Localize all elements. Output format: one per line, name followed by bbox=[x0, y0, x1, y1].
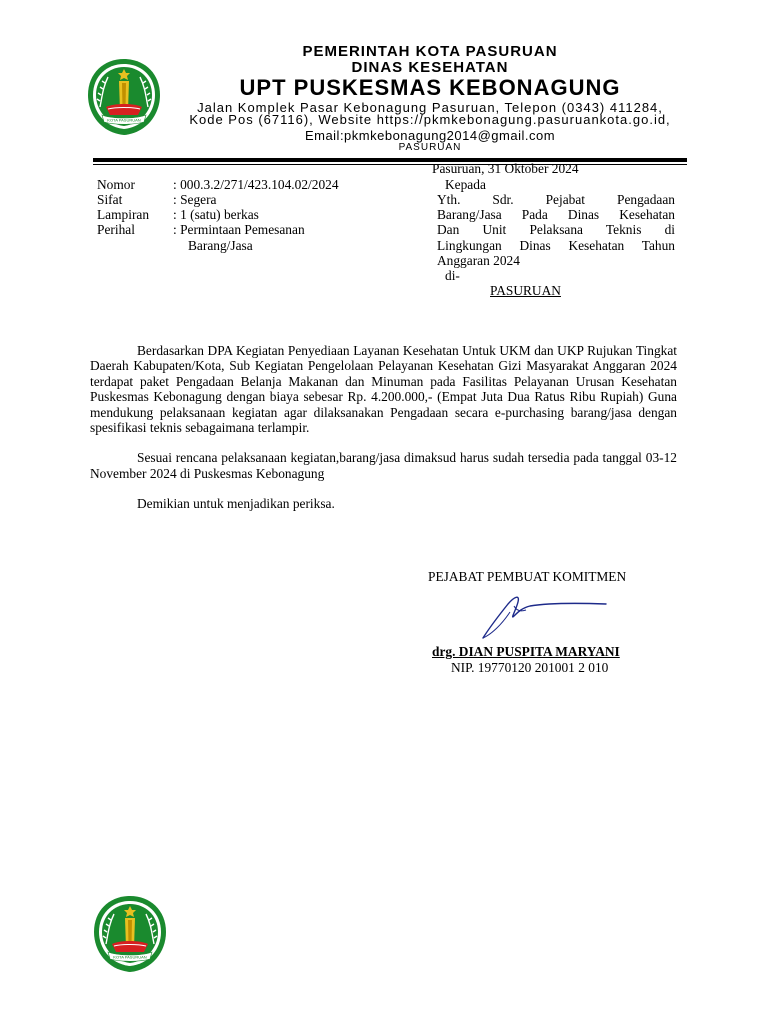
address-line-2: Kode Pos (67116), Website https://pkmkebonagung.pasuruankota.go.id, bbox=[189, 112, 671, 127]
address-line-1: Jalan Komplek Pasar Kebonagung Pasuruan, Telepon (0343) 411284, bbox=[197, 100, 663, 115]
recipient-line-2: Barang/Jasa Pada Dinas Kesehatan bbox=[437, 207, 675, 222]
nomor-label: Nomor bbox=[97, 177, 135, 192]
lampiran-label: Lampiran bbox=[97, 207, 150, 222]
header-institution: UPT PUSKESMAS KEBONAGUNG bbox=[239, 75, 621, 100]
recipient-line-5: Anggaran 2024 bbox=[437, 253, 520, 268]
sifat-value: : Segera bbox=[173, 192, 217, 207]
recipient-place: PASURUAN bbox=[490, 283, 561, 298]
city-logo-bottom bbox=[92, 894, 168, 974]
lampiran-value: : 1 (satu) berkas bbox=[173, 207, 259, 222]
header-department: DINAS KESEHATAN bbox=[351, 59, 509, 76]
header-government: PEMERINTAH KOTA PASURUAN bbox=[302, 43, 558, 60]
header-divider-thin bbox=[93, 164, 687, 165]
nomor-value: : 000.3.2/271/423.104.02/2024 bbox=[173, 177, 339, 192]
signatory-name: drg. DIAN PUSPITA MARYANI bbox=[432, 644, 620, 659]
header-city: PASURUAN bbox=[398, 142, 462, 153]
recipient-di: di- bbox=[445, 268, 460, 283]
recipient-line-4: Lingkungan Dinas Kesehatan Tahun bbox=[437, 238, 675, 253]
signature-title: PEJABAT PEMBUAT KOMITMEN bbox=[428, 569, 627, 584]
header-divider-thick bbox=[93, 158, 687, 162]
body-paragraph-3: Demikian untuk menjadikan periksa. bbox=[137, 496, 335, 512]
body-paragraph-2: Sesuai rencana pelaksanaan kegiatan,barang/jasa dimaksud harus sudah tersedia pada tanggal 03-12 November 2024 di Puskesmas Kebonagung bbox=[90, 450, 677, 481]
recipient-line-3: Dan Unit Pelaksana Teknis di bbox=[437, 222, 675, 237]
perihal-value: : Permintaan Pemesanan bbox=[173, 222, 305, 237]
letter-body bbox=[90, 343, 677, 512]
svg-text:KOTA PASURUAN: KOTA PASURUAN bbox=[107, 117, 141, 123]
perihal-label: Perihal bbox=[97, 222, 135, 237]
sifat-label: Sifat bbox=[97, 192, 123, 207]
letter-date: Pasuruan, 31 Oktober 2024 bbox=[432, 161, 579, 176]
handwritten-signature bbox=[478, 592, 613, 644]
body-paragraph-1: Berdasarkan DPA Kegiatan Penyediaan Layanan Kesehatan Untuk UKM dan UKP Rujukan Tingkat Daerah Kabupaten/Kota, Sub Kegiatan Pengelolaan Pelayanan Kesehatan Gizi Masyarakat Anggaran 2024 terdapat paket Pengadaan Belanja Makanan dan Minuman pada Fasilitas Pelayanan Urusan Kesehatan Puskesmas Kebonagung dengan biaya sebesar Rp. 4.200.000,- (Empat Juta Dua Ratus Ribu Rupiah) Guna mendukung pelaksanaan kegiatan agar dilaksanakan Pengadaan secara e-purchasing barang/jasa dengan spesifikasi teknis sebagaimana terlampir. bbox=[90, 343, 677, 436]
city-emblem-icon bbox=[92, 894, 168, 974]
header-email: Email:pkmkebonagung2014@gmail.com bbox=[304, 128, 556, 143]
svg-text:KOTA PASURUAN: KOTA PASURUAN bbox=[113, 954, 147, 960]
perihal-value-cont: Barang/Jasa bbox=[188, 238, 253, 253]
signature-scribble-icon bbox=[478, 592, 613, 644]
recipient-line-1: Yth. Sdr. Pejabat Pengadaan bbox=[437, 192, 675, 207]
signatory-nip: NIP. 19770120 201001 2 010 bbox=[451, 660, 609, 675]
recipient-kepada: Kepada bbox=[445, 177, 486, 192]
header-address bbox=[170, 102, 690, 126]
